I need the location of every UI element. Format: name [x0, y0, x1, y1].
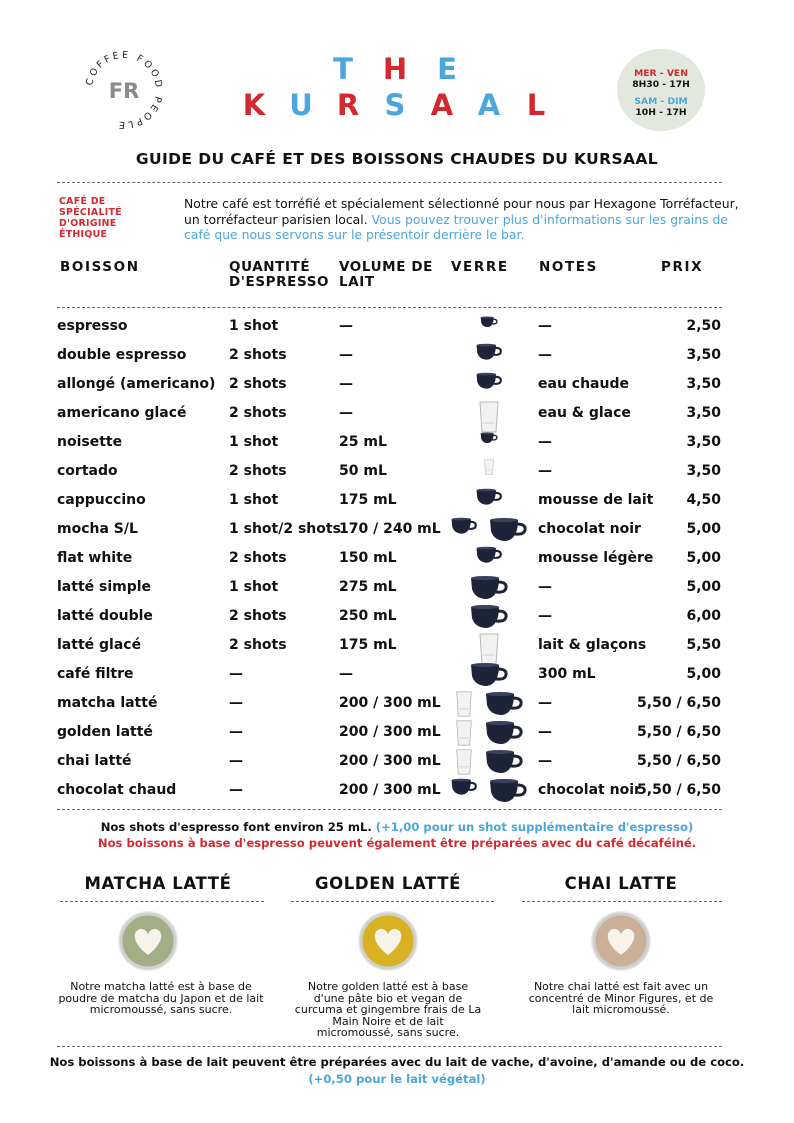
drink-name: americano glacé — [57, 405, 187, 421]
drink-price: 3,50 — [686, 434, 721, 450]
brand-title — [230, 52, 560, 122]
milk-volume: 175 mL — [339, 492, 397, 508]
drink-notes: — — [538, 434, 552, 450]
table-row — [0, 490, 794, 519]
cup-icon — [484, 749, 524, 781]
espresso-shots: 2 shots — [229, 376, 287, 392]
drink-notes: chocolat noir — [538, 782, 641, 798]
espresso-shots: — — [229, 782, 243, 798]
milk-volume: — — [339, 376, 353, 392]
cup-icon — [484, 691, 524, 723]
drink-notes: lait & glaçons — [538, 637, 647, 653]
cup-icon — [479, 314, 499, 334]
title-letter: K — [242, 88, 266, 122]
drink-price: 5,00 — [686, 521, 721, 537]
divider — [60, 901, 264, 902]
intro-main: Notre café est torréfié et spécialement sélectionné pour nous par Hexagone Torréfacteur, un torréfacteur parisien local. — [184, 196, 739, 227]
drink-price: 5,50 — [686, 637, 721, 653]
table-row — [0, 432, 794, 461]
drink-notes: — — [538, 347, 552, 363]
badge-letters: FR — [108, 79, 140, 103]
espresso-shots: 1 shot — [229, 492, 279, 508]
drink-price: 5,50 / 6,50 — [637, 724, 721, 740]
intro-label: CAFÉ DE SPÉCIALITÉ D'ORIGINE ÉTHIQUE — [59, 196, 122, 240]
glass-icons — [444, 401, 534, 430]
glass-icon — [454, 749, 474, 781]
title-letter: H — [382, 52, 408, 86]
drink-price: 6,00 — [686, 608, 721, 624]
page-title: GUIDE DU CAFÉ ET DES BOISSONS CHAUDES DU KURSAAL — [135, 150, 659, 168]
drink-price: 5,00 — [686, 550, 721, 566]
milk-volume: 250 mL — [339, 608, 397, 624]
table-row — [0, 606, 794, 635]
drink-name: espresso — [57, 318, 128, 334]
glass-icons — [444, 575, 534, 604]
drink-name: double espresso — [57, 347, 187, 363]
divider — [57, 809, 722, 810]
drink-name: cappuccino — [57, 492, 146, 508]
table-row — [0, 403, 794, 432]
title-letter: R — [336, 88, 360, 122]
milk-volume: 200 / 300 mL — [339, 724, 441, 740]
espresso-shots: — — [229, 695, 243, 711]
cup-icon — [475, 546, 503, 570]
latte-art-icon — [118, 911, 178, 971]
header-notes: NOTES — [539, 259, 598, 275]
drink-price: 3,50 — [686, 463, 721, 479]
table-row — [0, 316, 794, 345]
drink-notes: — — [538, 695, 552, 711]
title-letter: S — [384, 88, 406, 122]
cup-icon — [450, 517, 478, 541]
milk-volume: — — [339, 318, 353, 334]
weekday-hours: 8H30 - 17H — [632, 79, 690, 90]
espresso-shots: — — [229, 724, 243, 740]
glass-icons — [444, 720, 534, 749]
glass-icons — [444, 546, 534, 575]
milk-volume: 200 / 300 mL — [339, 782, 441, 798]
glass-icons — [444, 778, 534, 807]
drink-name: flat white — [57, 550, 133, 566]
drink-price: 5,50 / 6,50 — [637, 753, 721, 769]
drink-price: 4,50 — [686, 492, 721, 508]
title-letter: E — [437, 52, 457, 86]
table-row — [0, 664, 794, 693]
milk-volume: 275 mL — [339, 579, 397, 595]
drink-notes: — — [538, 753, 552, 769]
vegan-milk-surcharge: (+0,50 pour le lait végétal) — [308, 1072, 486, 1086]
cup-icon — [469, 575, 509, 607]
divider — [291, 901, 494, 902]
cup-icon — [488, 517, 528, 549]
drink-notes: eau & glace — [538, 405, 631, 421]
glass-icon — [482, 459, 496, 481]
milk-volume: 150 mL — [339, 550, 397, 566]
glass-icons — [444, 459, 534, 488]
espresso-shots: 1 shot — [229, 434, 279, 450]
drink-name: latté simple — [57, 579, 152, 595]
espresso-shots: 2 shots — [229, 550, 287, 566]
drink-name: chocolat chaud — [57, 782, 177, 798]
weekend-label: SAM - DIM — [634, 96, 688, 107]
cup-icon — [488, 778, 528, 810]
glass-icons — [444, 430, 534, 459]
table-row — [0, 345, 794, 374]
drink-notes: — — [538, 318, 552, 334]
divider — [522, 901, 722, 902]
cup-icon — [469, 662, 509, 694]
table-row — [0, 461, 794, 490]
espresso-shots: 2 shots — [229, 608, 287, 624]
title-letter: L — [526, 88, 546, 122]
cup-icon — [450, 778, 478, 802]
drink-name: cortado — [57, 463, 118, 479]
weekday-label: MER - VEN — [634, 68, 688, 79]
drink-notes: chocolat noir — [538, 521, 641, 537]
table-row — [0, 519, 794, 548]
table-row — [0, 577, 794, 606]
cup-icon — [475, 488, 503, 512]
table-row — [0, 751, 794, 780]
shots-text: Nos shots d'espresso font environ 25 mL. — [100, 820, 376, 834]
table-row — [0, 722, 794, 751]
latte-title: CHAI LATTE — [564, 874, 678, 893]
milk-volume: — — [339, 666, 353, 682]
brand-badge — [82, 48, 166, 132]
weekend-hours: 10H - 17H — [635, 107, 687, 118]
glass-icons — [444, 662, 534, 691]
drink-notes: mousse légère — [538, 550, 654, 566]
badge-ring-text: COFFEE FOOD PEOPLE — [84, 49, 165, 131]
drink-price: 3,50 — [686, 347, 721, 363]
decaf-note: Nos boissons à base d'espresso peuvent également être préparées avec du café décaféiné. — [97, 836, 697, 850]
drink-notes: mousse de lait — [538, 492, 654, 508]
glass-icons — [444, 517, 534, 546]
drink-notes: — — [538, 579, 552, 595]
glass-icon — [454, 691, 474, 723]
drink-price: 2,50 — [686, 318, 721, 334]
intro-highlight: Vous pouvez trouver plus d'informations sur les grains de café que nous servons sur le présentoir derrière le bar. — [184, 211, 729, 242]
divider — [57, 1046, 722, 1047]
latte-description: Notre matcha latté est à base de poudre de matcha du Japon et de lait micromoussé, sans sucre. — [58, 980, 264, 1016]
drink-notes: — — [538, 724, 552, 740]
glass-icons — [444, 372, 534, 401]
milk-volume: 25 mL — [339, 434, 387, 450]
cup-icon — [475, 343, 503, 367]
drink-name: golden latté — [57, 724, 153, 740]
espresso-shots: 2 shots — [229, 347, 287, 363]
latte-description: Notre golden latté est à base d'une pâte bio et vegan de curcuma et gingembre frais de La Main Noire et de lait micromoussé, sans sucre. — [294, 980, 482, 1039]
drink-name: latté glacé — [57, 637, 142, 653]
glass-icons — [444, 633, 534, 662]
milk-volume: 200 / 300 mL — [339, 753, 441, 769]
table-row — [0, 548, 794, 577]
drink-price: 3,50 — [686, 405, 721, 421]
glass-icons — [444, 691, 534, 720]
divider — [57, 307, 722, 308]
divider — [57, 182, 722, 183]
title-letter: A — [430, 88, 454, 122]
drink-notes: — — [538, 608, 552, 624]
milk-volume: 200 / 300 mL — [339, 695, 441, 711]
milk-volume: 175 mL — [339, 637, 397, 653]
drink-name: chai latté — [57, 753, 132, 769]
drink-name: latté double — [57, 608, 153, 624]
header-drink: BOISSON — [60, 259, 140, 275]
drink-price: 5,00 — [686, 579, 721, 595]
title-letter: T — [333, 52, 353, 86]
cup-icon — [479, 430, 499, 450]
glass-icon — [454, 720, 474, 752]
drink-name: matcha latté — [57, 695, 158, 711]
drink-price: 5,00 — [686, 666, 721, 682]
drink-notes: 300 mL — [538, 666, 596, 682]
table-row — [0, 374, 794, 403]
title-line-kursaal — [230, 88, 560, 122]
drink-notes: — — [538, 463, 552, 479]
table-row — [0, 635, 794, 664]
glass-icons — [444, 343, 534, 372]
espresso-shots: 1 shot — [229, 318, 279, 334]
cup-icon — [475, 372, 503, 396]
espresso-shots: 2 shots — [229, 463, 287, 479]
intro-text — [184, 196, 744, 243]
milk-options-note: Nos boissons à base de lait peuvent être préparées avec du lait de vache, d'avoine, d'amande ou de coco. — [49, 1055, 745, 1069]
glass-icons — [444, 604, 534, 633]
glass-icons — [444, 749, 534, 778]
latte-art-icon — [591, 911, 651, 971]
drink-notes: eau chaude — [538, 376, 629, 392]
drink-name: café filtre — [57, 666, 134, 682]
header-price: PRIX — [661, 259, 704, 275]
title-letter: A — [477, 88, 501, 122]
shots-note — [0, 819, 794, 835]
espresso-shots: 2 shots — [229, 637, 287, 653]
title-letter: U — [289, 88, 313, 122]
latte-title: GOLDEN LATTÉ — [315, 874, 461, 893]
espresso-shots: 2 shots — [229, 405, 287, 421]
glass-icons — [444, 488, 534, 517]
drink-price: 3,50 — [686, 376, 721, 392]
title-line-the — [230, 52, 560, 86]
drink-price: 5,50 / 6,50 — [637, 695, 721, 711]
drink-price: 5,50 / 6,50 — [637, 782, 721, 798]
cup-icon — [469, 604, 509, 636]
glass-icons — [444, 314, 534, 343]
table-row — [0, 780, 794, 809]
latte-art-icon — [358, 911, 418, 971]
milk-volume: — — [339, 405, 353, 421]
milk-volume: — — [339, 347, 353, 363]
header-espresso: QUANTITÉ D'ESPRESSO — [229, 259, 330, 290]
drink-name: mocha S/L — [57, 521, 138, 537]
shots-extra: (+1,00 pour un shot supplémentaire d'espresso) — [375, 820, 694, 834]
drink-name: noisette — [57, 434, 123, 450]
header-glass: VERRE — [451, 259, 509, 275]
cup-icon — [484, 720, 524, 752]
milk-volume: 50 mL — [339, 463, 387, 479]
milk-volume: 170 / 240 mL — [339, 521, 441, 537]
latte-title: MATCHA LATTÉ — [84, 874, 232, 893]
header-milk: VOLUME DE LAIT — [339, 259, 433, 290]
espresso-shots: — — [229, 666, 243, 682]
table-row — [0, 693, 794, 722]
espresso-shots: 1 shot — [229, 579, 279, 595]
opening-hours-badge — [617, 49, 705, 131]
espresso-shots: — — [229, 753, 243, 769]
drink-name: allongé (americano) — [57, 376, 216, 392]
latte-description: Notre chai latté est fait avec un concentré de Minor Figures, et de lait micromoussé. — [528, 980, 714, 1016]
espresso-shots: 1 shot/2 shots — [229, 521, 341, 537]
